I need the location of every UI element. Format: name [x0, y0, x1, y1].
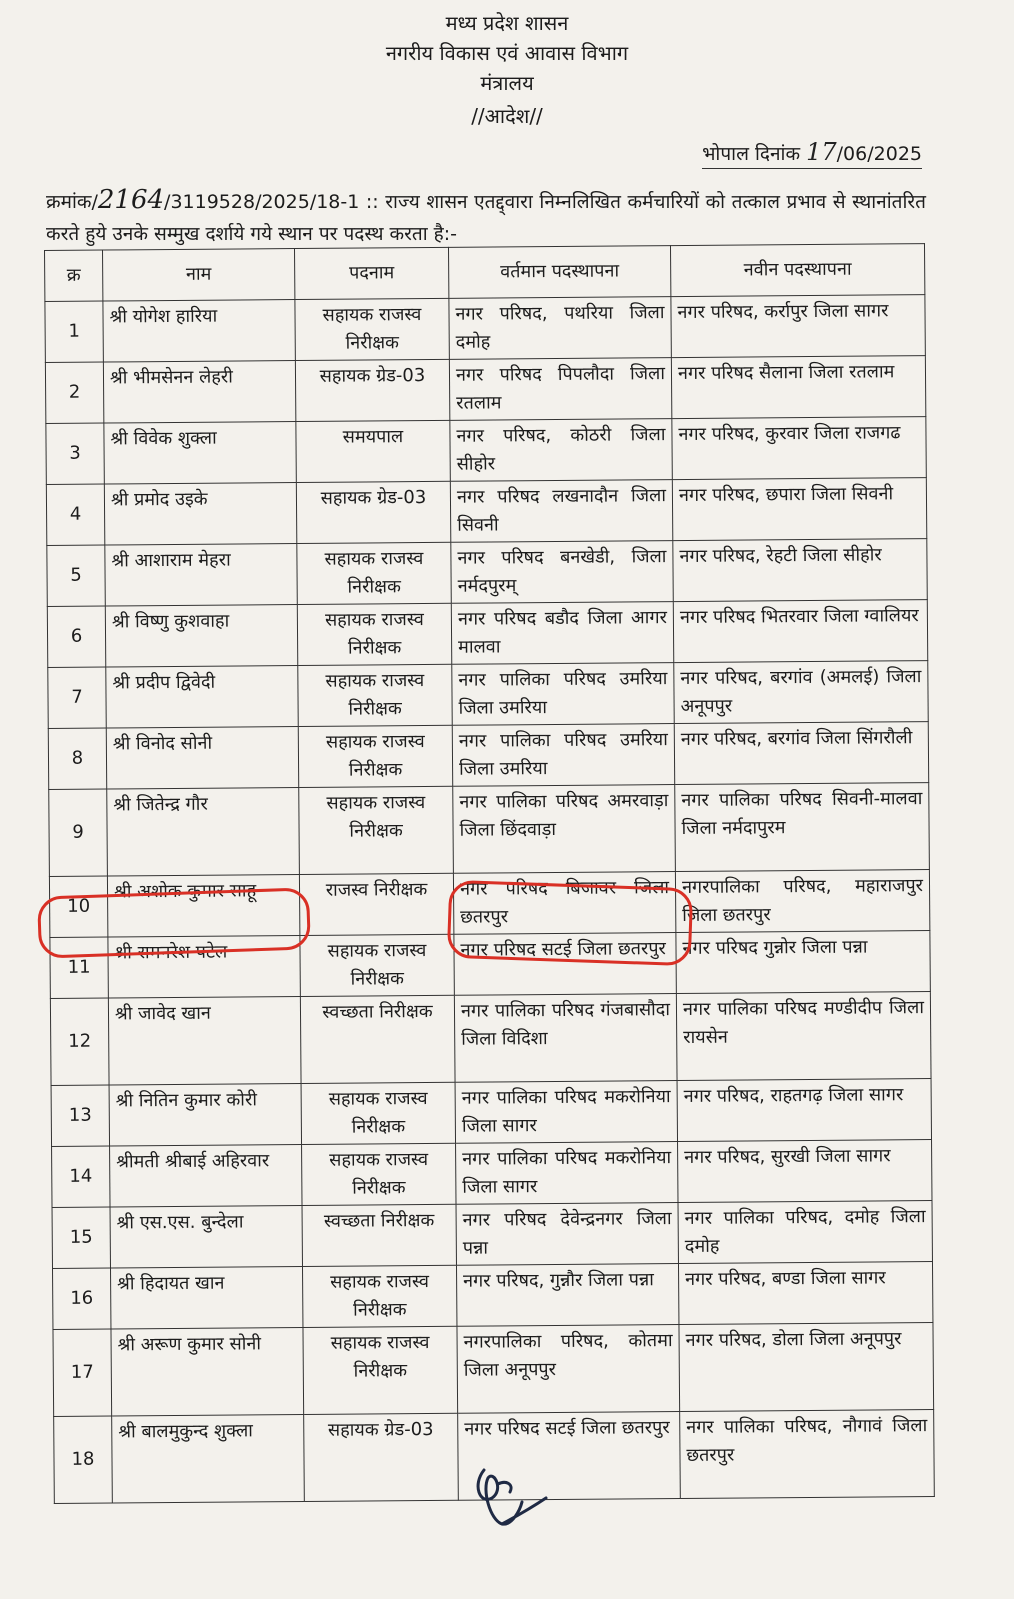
- name-cell: श्रीमती श्रीबाई अहिरवार: [110, 1145, 302, 1208]
- current-posting-cell: नगर परिषद पिपलौदा जिला रतलाम: [449, 358, 671, 421]
- reference-code: /3119528/2025/18-1: [164, 191, 360, 213]
- table-row: [52, 1140, 932, 1208]
- col-header-serial: क्र: [45, 250, 103, 301]
- serial-cell: 8: [48, 728, 106, 789]
- new-posting-cell: नगर परिषद, छपारा जिला सिवनी: [672, 478, 926, 541]
- designation-cell: राजस्व निरीक्षक: [299, 873, 453, 935]
- current-posting-cell: नगर पालिका परिषद अमरवाड़ा जिला छिंदवाड़ा: [453, 785, 676, 874]
- col-header-name: नाम: [103, 249, 295, 302]
- date-line: [702, 138, 922, 169]
- serial-cell: 15: [52, 1207, 110, 1268]
- serial-cell: 3: [46, 423, 104, 484]
- table-row: [47, 600, 927, 668]
- officer-signature: [462, 1450, 552, 1540]
- table-row: [45, 356, 925, 424]
- new-posting-cell: नगर परिषद गुन्नोर जिला पन्ना: [676, 931, 930, 994]
- serial-cell: 10: [49, 876, 107, 937]
- date-day-handwritten: 17: [806, 138, 837, 166]
- current-posting-cell: नगरपालिका परिषद, कोतमा जिला अनूपपुर: [457, 1325, 680, 1414]
- new-posting-cell: नगर परिषद, सुरखी जिला सागर: [678, 1140, 932, 1203]
- serial-cell: 9: [49, 789, 108, 876]
- serial-cell: 13: [51, 1085, 109, 1146]
- current-posting-cell: नगर परिषद देवेन्द्रनगर जिला पन्ना: [456, 1203, 678, 1266]
- table-row: [46, 417, 926, 485]
- date-prefix: भोपाल दिनांक: [702, 143, 801, 165]
- name-cell: श्री प्रमोद उइके: [104, 483, 296, 546]
- col-header-designation: पदनाम: [294, 247, 448, 299]
- new-posting-cell: नगर पालिका परिषद, नौगावं जिला छतरपुर: [680, 1410, 935, 1499]
- designation-cell: सहायक राजस्व निरीक्षक: [300, 934, 454, 996]
- serial-cell: 17: [53, 1329, 112, 1416]
- name-cell: श्री जावेद खान: [108, 997, 301, 1086]
- serial-cell: 7: [48, 667, 106, 728]
- designation-cell: स्वच्छता निरीक्षक: [300, 995, 455, 1083]
- designation-cell: सहायक राजस्व निरीक्षक: [302, 1143, 456, 1205]
- col-header-new-posting: नवीन पदस्थापना: [670, 244, 924, 297]
- name-cell: श्री योगेश हारिया: [103, 300, 295, 363]
- new-posting-cell: नगर परिषद, बण्डा जिला सागर: [678, 1262, 932, 1325]
- table-row: [48, 722, 928, 790]
- table-row: [47, 539, 927, 607]
- current-posting-cell: नगर परिषद, कोठरी जिला सीहोर: [450, 419, 672, 482]
- table-row: [49, 783, 930, 877]
- serial-cell: 11: [50, 937, 108, 998]
- name-cell: श्री आशाराम मेहरा: [105, 544, 297, 607]
- reference-prefix: क्रमांक/: [46, 191, 98, 213]
- name-cell: श्री एस.एस. बुन्देला: [110, 1206, 302, 1269]
- col-header-current-posting: वर्तमान पदस्थापना: [448, 246, 670, 299]
- new-posting-cell: नगर पालिका परिषद, दमोह जिला दमोह: [678, 1201, 932, 1264]
- date-rest: /06/2025: [836, 143, 922, 165]
- table-row: [52, 1262, 932, 1330]
- table-header-row: [45, 244, 925, 302]
- designation-cell: स्वच्छता निरीक्षक: [302, 1204, 456, 1266]
- current-posting-cell: नगर पालिका परिषद मकरोनिया जिला सागर: [456, 1142, 678, 1205]
- name-cell: श्री विनोद सोनी: [106, 727, 298, 790]
- current-posting-cell: नगर पालिका परिषद उमरिया जिला उमरिया: [452, 724, 674, 787]
- new-posting-cell: नगर परिषद, बरगांव (अमलई) जिला अनूपपुर: [674, 661, 928, 724]
- serial-cell: 2: [45, 362, 103, 423]
- ministry-title: मंत्रालय: [480, 71, 534, 95]
- table-row: [51, 1079, 931, 1147]
- name-cell: श्री हिदायत खान: [110, 1267, 302, 1330]
- new-posting-cell: नगर परिषद, डोला जिला अनूपपुर: [679, 1323, 934, 1412]
- new-posting-cell: नगर पालिका परिषद सिवनी-मालवा जिला नर्मदापुरम: [675, 783, 930, 872]
- designation-cell: सहायक ग्रेड-03: [304, 1413, 459, 1501]
- transfer-table: [44, 243, 935, 1504]
- name-cell: श्री भीमसेनन लेहरी: [103, 361, 295, 424]
- serial-cell: 6: [47, 606, 105, 667]
- table-row: [50, 992, 931, 1086]
- designation-cell: सहायक राजस्व निरीक्षक: [297, 542, 451, 604]
- table-row: [53, 1323, 934, 1417]
- designation-cell: सहायक राजस्व निरीक्षक: [295, 298, 449, 360]
- current-posting-cell: नगर परिषद सटई जिला छतरपुर: [458, 1412, 681, 1501]
- letterhead: [0, 8, 1014, 98]
- designation-cell: सहायक राजस्व निरीक्षक: [298, 664, 452, 726]
- serial-cell: 12: [50, 998, 109, 1085]
- designation-cell: सहायक राजस्व निरीक्षक: [297, 603, 451, 665]
- designation-cell: सहायक राजस्व निरीक्षक: [303, 1326, 458, 1414]
- new-posting-cell: नगर परिषद, कुरवार जिला राजगढ: [672, 417, 926, 480]
- table-row: [49, 870, 929, 938]
- new-posting-cell: नगर परिषद, बरगांव जिला सिंगरौली: [674, 722, 928, 785]
- new-posting-cell: नगर परिषद सैलाना जिला रतलाम: [671, 356, 925, 419]
- current-posting-cell: नगर परिषद, गुन्नौर जिला पन्ना: [456, 1264, 678, 1327]
- serial-cell: 14: [52, 1146, 110, 1207]
- reference-body: :: राज्य शासन एतद्द्वारा निम्नलिखित कर्मचारियों को तत्काल प्रभाव से स्थानांतरित करते हुये उनके सम्मुख दर्शाये गये स्थान पर पदस्थ करता है:-: [46, 191, 926, 245]
- state-government-title: मध्य प्रदेश शासन: [445, 11, 569, 35]
- name-cell: श्री बालमुकुन्द शुक्ला: [112, 1414, 305, 1503]
- reference-paragraph: [46, 184, 926, 250]
- new-posting-cell: नगरपालिका परिषद, महाराजपुर जिला छतरपुर: [675, 870, 929, 933]
- current-posting-cell: नगर परिषद बडौद जिला आगर मालवा: [451, 602, 673, 665]
- current-posting-cell: नगर परिषद, पथरिया जिला दमोह: [449, 297, 671, 360]
- designation-cell: सहायक राजस्व निरीक्षक: [302, 1265, 456, 1327]
- current-posting-cell: नगर पालिका परिषद मकरोनिया जिला सागर: [455, 1081, 677, 1144]
- reference-number-handwritten: 2164: [97, 185, 165, 215]
- department-title: नगरीय विकास एवं आवास विभाग: [385, 41, 629, 65]
- table-row: [52, 1201, 932, 1269]
- table-row: [45, 295, 925, 363]
- current-posting-cell: नगर परिषद बनखेडी, जिला नर्मदपुरम्: [451, 541, 673, 604]
- serial-cell: 1: [45, 301, 103, 362]
- name-cell: श्री विवेक शुक्ला: [104, 422, 296, 485]
- table-row: [50, 931, 930, 999]
- current-posting-cell: नगर पालिका परिषद उमरिया जिला उमरिया: [452, 663, 674, 726]
- table-row: [46, 478, 926, 546]
- serial-cell: 16: [52, 1268, 110, 1329]
- current-posting-cell: नगर परिषद बिजावर जिला छतरपुर: [453, 872, 675, 935]
- designation-cell: सहायक राजस्व निरीक्षक: [301, 1082, 455, 1144]
- name-cell: श्री रामनरेश पटेल: [108, 936, 300, 999]
- designation-cell: सहायक राजस्व निरीक्षक: [298, 725, 452, 787]
- serial-cell: 5: [47, 545, 105, 606]
- designation-cell: समयपाल: [296, 420, 450, 482]
- serial-cell: 18: [54, 1416, 113, 1503]
- new-posting-cell: नगर परिषद, कर्रापुर जिला सागर: [671, 295, 925, 358]
- current-posting-cell: नगर परिषद लखनादौन जिला सिवनी: [450, 480, 672, 543]
- new-posting-cell: नगर पालिका परिषद मण्डीदीप जिला रायसेन: [676, 992, 931, 1081]
- name-cell: श्री अशोक कुमार साहू: [107, 875, 299, 938]
- name-cell: श्री नितिन कुमार कोरी: [109, 1084, 301, 1147]
- new-posting-cell: नगर परिषद भितरवार जिला ग्वालियर: [673, 600, 927, 663]
- current-posting-cell: नगर पालिका परिषद गंजबासौदा जिला विदिशा: [454, 994, 677, 1083]
- serial-cell: 4: [46, 484, 104, 545]
- new-posting-cell: नगर परिषद, रेहटी जिला सीहोर: [673, 539, 927, 602]
- current-posting-cell: नगर परिषद सटई जिला छतरपुर: [454, 933, 676, 996]
- name-cell: श्री प्रदीप द्विवेदी: [106, 666, 298, 729]
- table-row: [48, 661, 928, 729]
- designation-cell: सहायक ग्रेड-03: [296, 481, 450, 543]
- order-heading: //आदेश//: [471, 104, 543, 128]
- designation-cell: सहायक राजस्व निरीक्षक: [299, 786, 454, 874]
- name-cell: श्री विष्णु कुशवाहा: [105, 605, 297, 668]
- new-posting-cell: नगर परिषद, राहतगढ़ जिला सागर: [677, 1079, 931, 1142]
- designation-cell: सहायक ग्रेड-03: [295, 359, 449, 421]
- name-cell: श्री जितेन्द्र गौर: [107, 788, 300, 877]
- name-cell: श्री अरूण कुमार सोनी: [111, 1327, 304, 1416]
